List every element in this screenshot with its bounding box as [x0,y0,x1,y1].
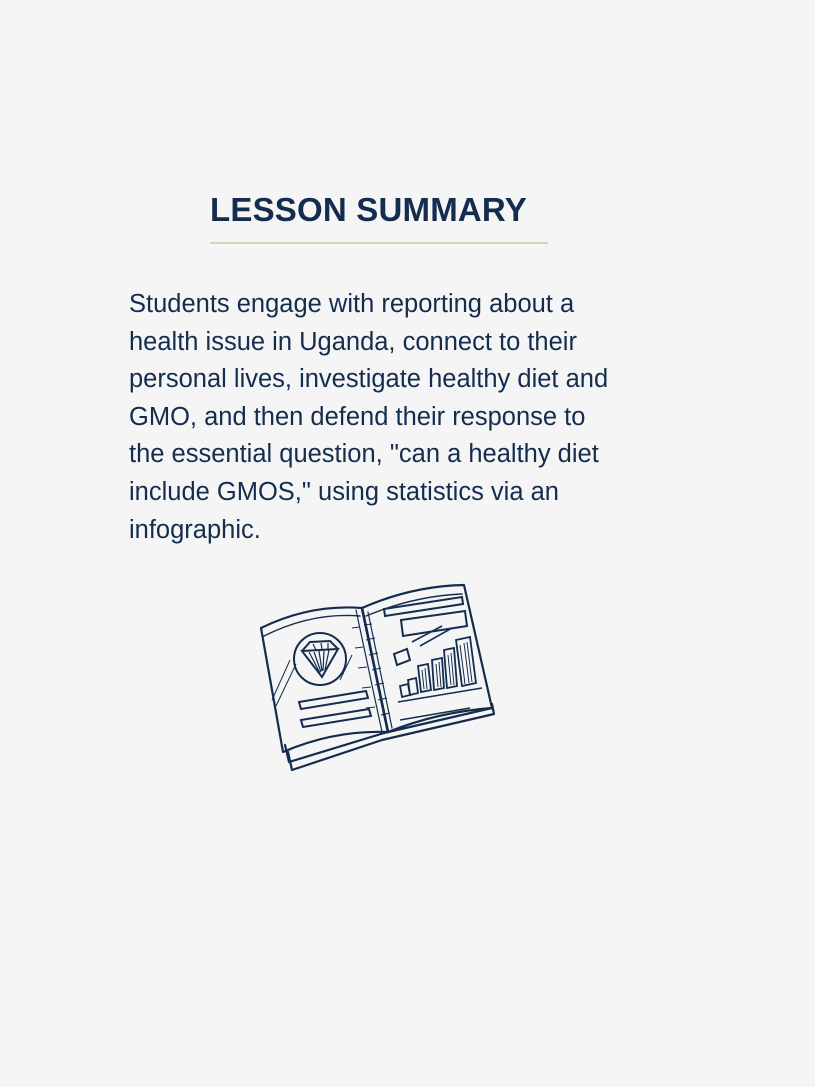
open-magazine-icon [256,580,502,776]
heading-divider [210,242,548,244]
lesson-summary-text: Students engage with reporting about a health issue in Uganda, connect to their personal lives, investigate healthy diet and GMO, and then defend their response to the essential question, "can a healthy diet include GMOS," using statistics via an infographic. [129,290,609,544]
lesson-summary-heading: LESSON SUMMARY [210,191,527,228]
